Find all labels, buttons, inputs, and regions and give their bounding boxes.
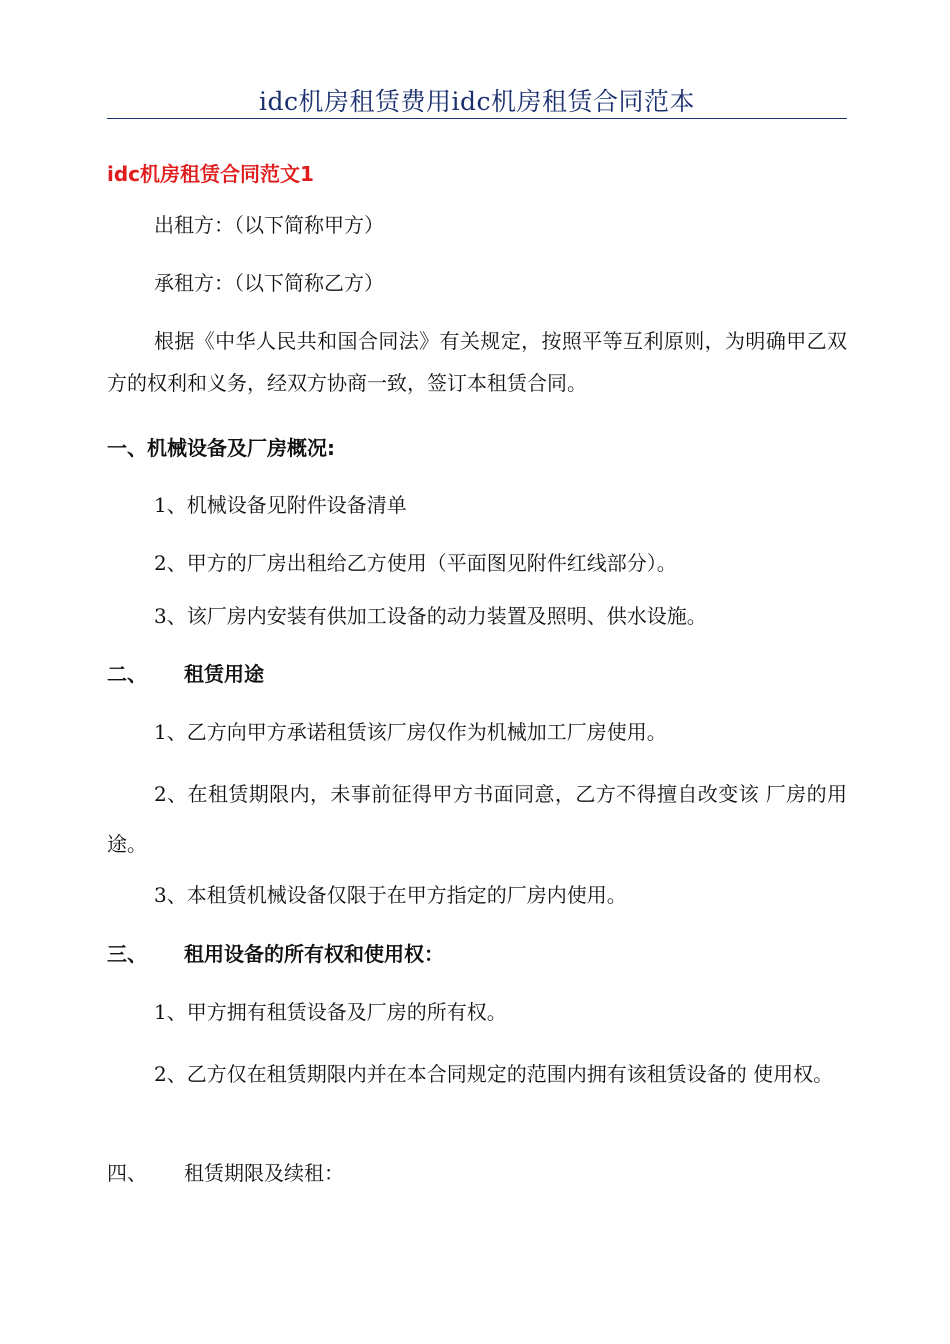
title-underline (107, 118, 847, 119)
section4-heading (107, 1155, 847, 1191)
document-subtitle: idc机房租赁合同范文1 (107, 162, 314, 186)
section2-number: 二、 (107, 662, 147, 686)
section1-item-2: 2、甲方的厂房出租给乙方使用（平面图见附件红线部分）。 (154, 551, 677, 575)
section2-item-3: 3、本租赁机械设备仅限于在甲方指定的厂房内使用。 (154, 883, 627, 907)
section2-item-1: 1、乙方向甲方承诺租赁该厂房仅作为机械加工厂房使用。 (154, 720, 667, 744)
section1-heading: 一、机械设备及厂房概况: (107, 436, 335, 460)
section4-title: 租赁期限及续租： (184, 1161, 344, 1185)
section3-item-2: 2、乙方仅在租赁期限内并在本合同规定的范围内拥有该租赁设备的 使用权。 (154, 1062, 834, 1086)
lessor-line: 出租方：（以下简称甲方） (154, 213, 384, 237)
section4-number: 四、 (107, 1161, 147, 1185)
section1-item-1: 1、机械设备见附件设备清单 (154, 493, 407, 517)
section2-heading (107, 656, 847, 692)
section3-item-1: 1、甲方拥有租赁设备及厂房的所有权。 (154, 1000, 507, 1024)
lessee-line: 承租方：（以下简称乙方） (154, 271, 384, 295)
document-title: idc机房租赁费用idc机房租赁合同范本 (258, 87, 695, 116)
section2-item-2: 2、在租赁期限内，未事前征得甲方书面同意，乙方不得擅自改变该 厂房的用途。 (107, 782, 847, 856)
section2-title: 租赁用途 (184, 662, 264, 686)
section3-heading (107, 936, 847, 972)
preamble-paragraph: 根据《中华人民共和国合同法》有关规定，按照平等互利原则，为明确甲乙双方的权利和义务，经双方协商一致，签订本租赁合同。 (107, 329, 847, 395)
section3-title: 租用设备的所有权和使用权： (184, 942, 444, 966)
section3-number: 三、 (107, 942, 147, 966)
section1-item-3: 3、该厂房内安装有供加工设备的动力装置及照明、供水设施。 (154, 604, 707, 628)
